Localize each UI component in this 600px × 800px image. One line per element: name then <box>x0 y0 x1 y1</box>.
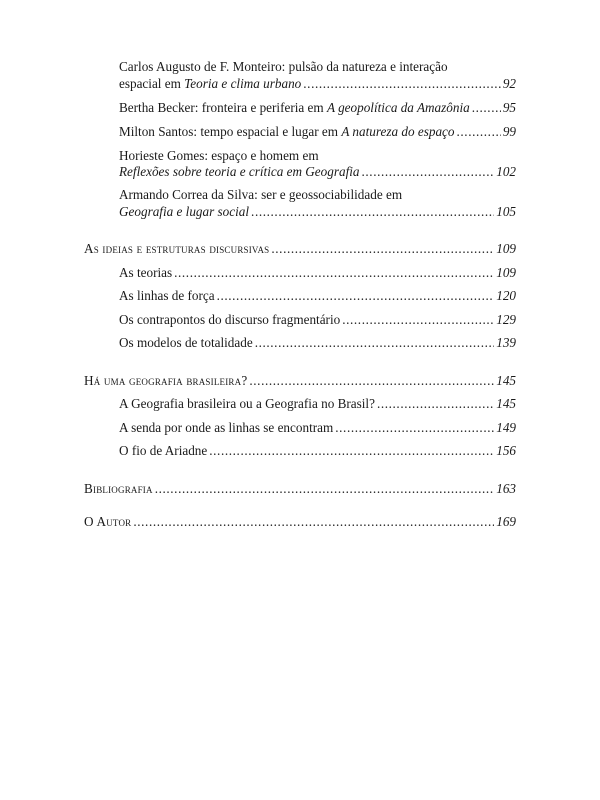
toc-section-title: O Autor <box>84 514 132 529</box>
toc-leader-dots <box>342 312 494 328</box>
toc-leader-dots <box>362 164 495 180</box>
toc-page-number: 129 <box>496 312 516 327</box>
toc-entry-text: Armando Correa da Silva: ser e geossociabilidade em <box>119 187 403 202</box>
toc-entry-text: Os modelos de totalidade <box>119 335 253 350</box>
toc-leader-dots <box>174 265 494 281</box>
toc-entry-teorias <box>119 265 516 281</box>
toc-page-number: 95 <box>502 100 516 115</box>
toc-page-number: 120 <box>496 288 516 303</box>
toc-page-number: 156 <box>496 443 516 458</box>
toc-entry-monteiro <box>119 76 516 92</box>
toc-page-number: 109 <box>496 265 516 280</box>
toc-leader-dots <box>303 76 501 92</box>
toc-leader-dots <box>271 241 494 257</box>
toc-page-number: 105 <box>496 204 516 219</box>
toc-section-ideias <box>84 241 516 257</box>
toc-entry-becker <box>119 100 516 116</box>
toc-entry-text: Reflexões sobre teoria e crítica em Geografia <box>119 164 360 179</box>
toc-entry-santos <box>119 124 516 140</box>
toc-leader-dots <box>255 335 495 351</box>
toc-leader-dots <box>133 514 494 530</box>
toc-page-number: 163 <box>496 481 516 496</box>
toc-entry-monteiro-line1 <box>119 59 448 75</box>
toc-entry-text: Carlos Augusto de F. Monteiro: pulsão da natureza e interação <box>119 59 448 74</box>
toc-entry-senda <box>119 420 516 436</box>
toc-leader-dots <box>249 373 494 389</box>
toc-leader-dots <box>217 288 495 304</box>
toc-section-autor <box>84 514 516 530</box>
toc-page-number: 139 <box>496 335 516 350</box>
toc-leader-dots <box>209 443 494 459</box>
toc-entry-text: Milton Santos: tempo espacial e lugar em A natureza do espaço <box>119 124 455 139</box>
toc-section-geografia <box>84 373 516 389</box>
toc-entry-text: A senda por onde as linhas se encontram <box>119 420 334 435</box>
toc-leader-dots <box>155 481 495 497</box>
toc-page-number: 149 <box>496 420 516 435</box>
toc-page-number: 109 <box>496 241 516 256</box>
toc-leader-dots <box>335 420 494 436</box>
toc-page-number: 92 <box>502 76 516 91</box>
toc-entry-text: As teorias <box>119 265 173 280</box>
toc-entry-text: A Geografia brasileira ou a Geografia no Brasil? <box>119 396 375 411</box>
toc-entry-gomes <box>119 164 516 180</box>
toc-entry-ariadne <box>119 443 516 459</box>
toc-page-number: 145 <box>496 396 516 411</box>
toc-leader-dots <box>251 204 494 220</box>
toc-entry-linhas <box>119 288 516 304</box>
toc-entry-text: O fio de Ariadne <box>119 443 208 458</box>
toc-section-bibliografia <box>84 481 516 497</box>
toc-leader-dots <box>377 396 494 412</box>
toc-entry-gomes-line1 <box>119 148 319 164</box>
toc-page-number: 99 <box>502 124 516 139</box>
toc-page-number: 145 <box>496 373 516 388</box>
toc-page-number: 102 <box>496 164 516 179</box>
toc-entry-modelos <box>119 335 516 351</box>
toc-leader-dots <box>472 100 501 116</box>
toc-entry-text: As linhas de força <box>119 288 215 303</box>
toc-entry-silva <box>119 204 516 220</box>
toc-entry-geo-brasil <box>119 396 516 412</box>
toc-entry-silva-line1 <box>119 187 402 203</box>
toc-section-title: As ideias e estruturas discursivas <box>84 241 270 256</box>
toc-entry-contrapontos <box>119 312 516 328</box>
toc-entry-text: Horieste Gomes: espaço e homem em <box>119 148 319 163</box>
toc-entry-text: espacial em Teoria e clima urbano <box>119 76 302 91</box>
toc-section-title: Há uma geografia brasileira? <box>84 373 248 388</box>
toc-page-number: 169 <box>496 514 516 529</box>
toc-section-title: Bibliografia <box>84 481 153 496</box>
toc-entry-text: Geografia e lugar social <box>119 204 250 219</box>
toc-entry-text: Bertha Becker: fronteira e periferia em A geopolítica da Amazônia <box>119 100 470 115</box>
toc-entry-text: Os contrapontos do discurso fragmentário <box>119 312 341 327</box>
toc-leader-dots <box>457 124 501 140</box>
